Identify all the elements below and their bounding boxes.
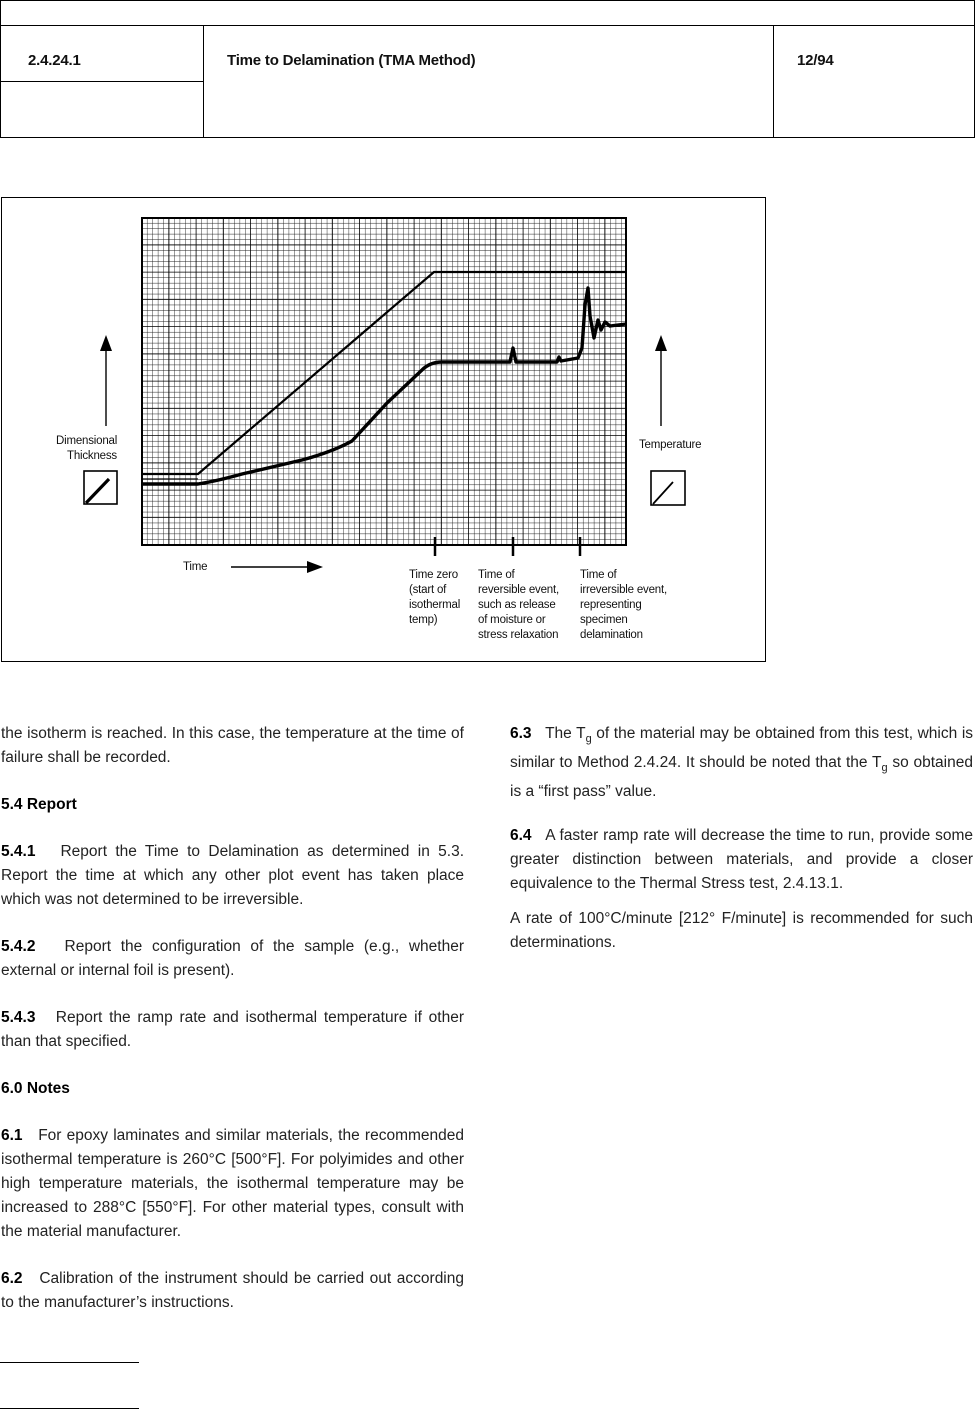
slope-box-icon-right	[651, 471, 685, 505]
tma-figure	[1, 197, 766, 662]
slope-box-icon-left	[84, 471, 117, 504]
marker-label-time-zero: Time zero (start of isothermal temp)	[409, 569, 461, 626]
paragraph-5-4-1: 5.4.1 Report the Time to Delamination as determined in 5.3. Report the time at which any other plot event has taken place which was not determined to be irreversible.	[1, 843, 465, 908]
footnote-divider	[0, 1362, 139, 1363]
method-number: 2.4.24.1	[28, 52, 81, 69]
paragraph-5-4-3: 5.4.3 Report the ramp rate and isothermal temperature if other than that specified.	[1, 1009, 464, 1050]
up-arrow-icon-right	[655, 335, 667, 426]
paragraph-number: 5.4.1	[1, 843, 36, 860]
paragraph-number: 6.4	[510, 827, 532, 844]
y-axis-left-label-line1: Dimensional	[56, 435, 118, 447]
right-arrow-icon-time	[231, 561, 323, 573]
y-axis-right-label: Temperature	[639, 439, 702, 451]
paragraph-6-4-rate: A rate of 100°C/minute [212° F/minute] is recommended for such determinations.	[510, 910, 973, 951]
up-arrow-icon-left	[100, 335, 112, 426]
paragraph-number: 5.4.3	[1, 1009, 36, 1026]
left-text-column	[1, 722, 464, 1315]
x-axis-label: Time	[183, 561, 208, 573]
section-heading-6-0: 6.0 Notes	[1, 1080, 70, 1097]
marker-label-reversible: Time of reversible event, such as release of moisture or stress relaxation	[478, 569, 559, 641]
paragraph-number: 6.3	[510, 725, 532, 742]
right-text-column	[510, 722, 973, 955]
header-top-row	[1, 1, 974, 26]
y-axis-left-label-line2: Thickness	[67, 450, 117, 462]
paragraph-5-4-2: 5.4.2 Report the configuration of the sample (e.g., whether external or internal foil is present).	[1, 938, 465, 979]
paragraph-number: 5.4.2	[1, 938, 36, 955]
intro-paragraph: the isotherm is reached. In this case, the temperature at the time of failure shall be recorded.	[1, 725, 464, 766]
paragraph-number: 6.1	[1, 1127, 23, 1144]
section-heading-5-4: 5.4 Report	[1, 796, 77, 813]
chart-grid	[142, 218, 626, 545]
header-date-cell	[773, 26, 975, 137]
header-method-cell	[1, 26, 204, 137]
paragraph-number: 6.2	[1, 1270, 23, 1287]
revision-date: 12/94	[797, 52, 834, 69]
marker-label-irreversible: Time of irreversible event, representing specimen delamination	[580, 569, 667, 641]
paragraph-6-2: 6.2 Calibration of the instrument should be carried out according to the manufacturer’s instructions.	[1, 1270, 464, 1311]
header-cell-divider	[1, 81, 203, 82]
paragraph-6-4: 6.4 A faster ramp rate will decrease the time to run, provide some greater distinction between materials, and provide a closer equivalence to the Thermal Stress test, 2.4.13.1.	[510, 827, 973, 892]
paragraph-6-1: 6.1 For epoxy laminates and similar materials, the recommended isothermal temperature is 260°C [500°F]. For polyimides and other high temperature materials, the isothermal temperature may be increased to 288°C [550°F]. For other material types, consult with the material manufacturer.	[1, 1127, 465, 1240]
paragraph-6-3: 6.3 The $T_g$ of the material may be obtained from this test, which is similar to Method 2.4.24. It should be noted that the $T_g$ so obtained is a “first pass” value.	[510, 725, 974, 800]
page-title: Time to Delamination (TMA Method)	[227, 52, 476, 69]
document-header-table	[0, 0, 975, 138]
